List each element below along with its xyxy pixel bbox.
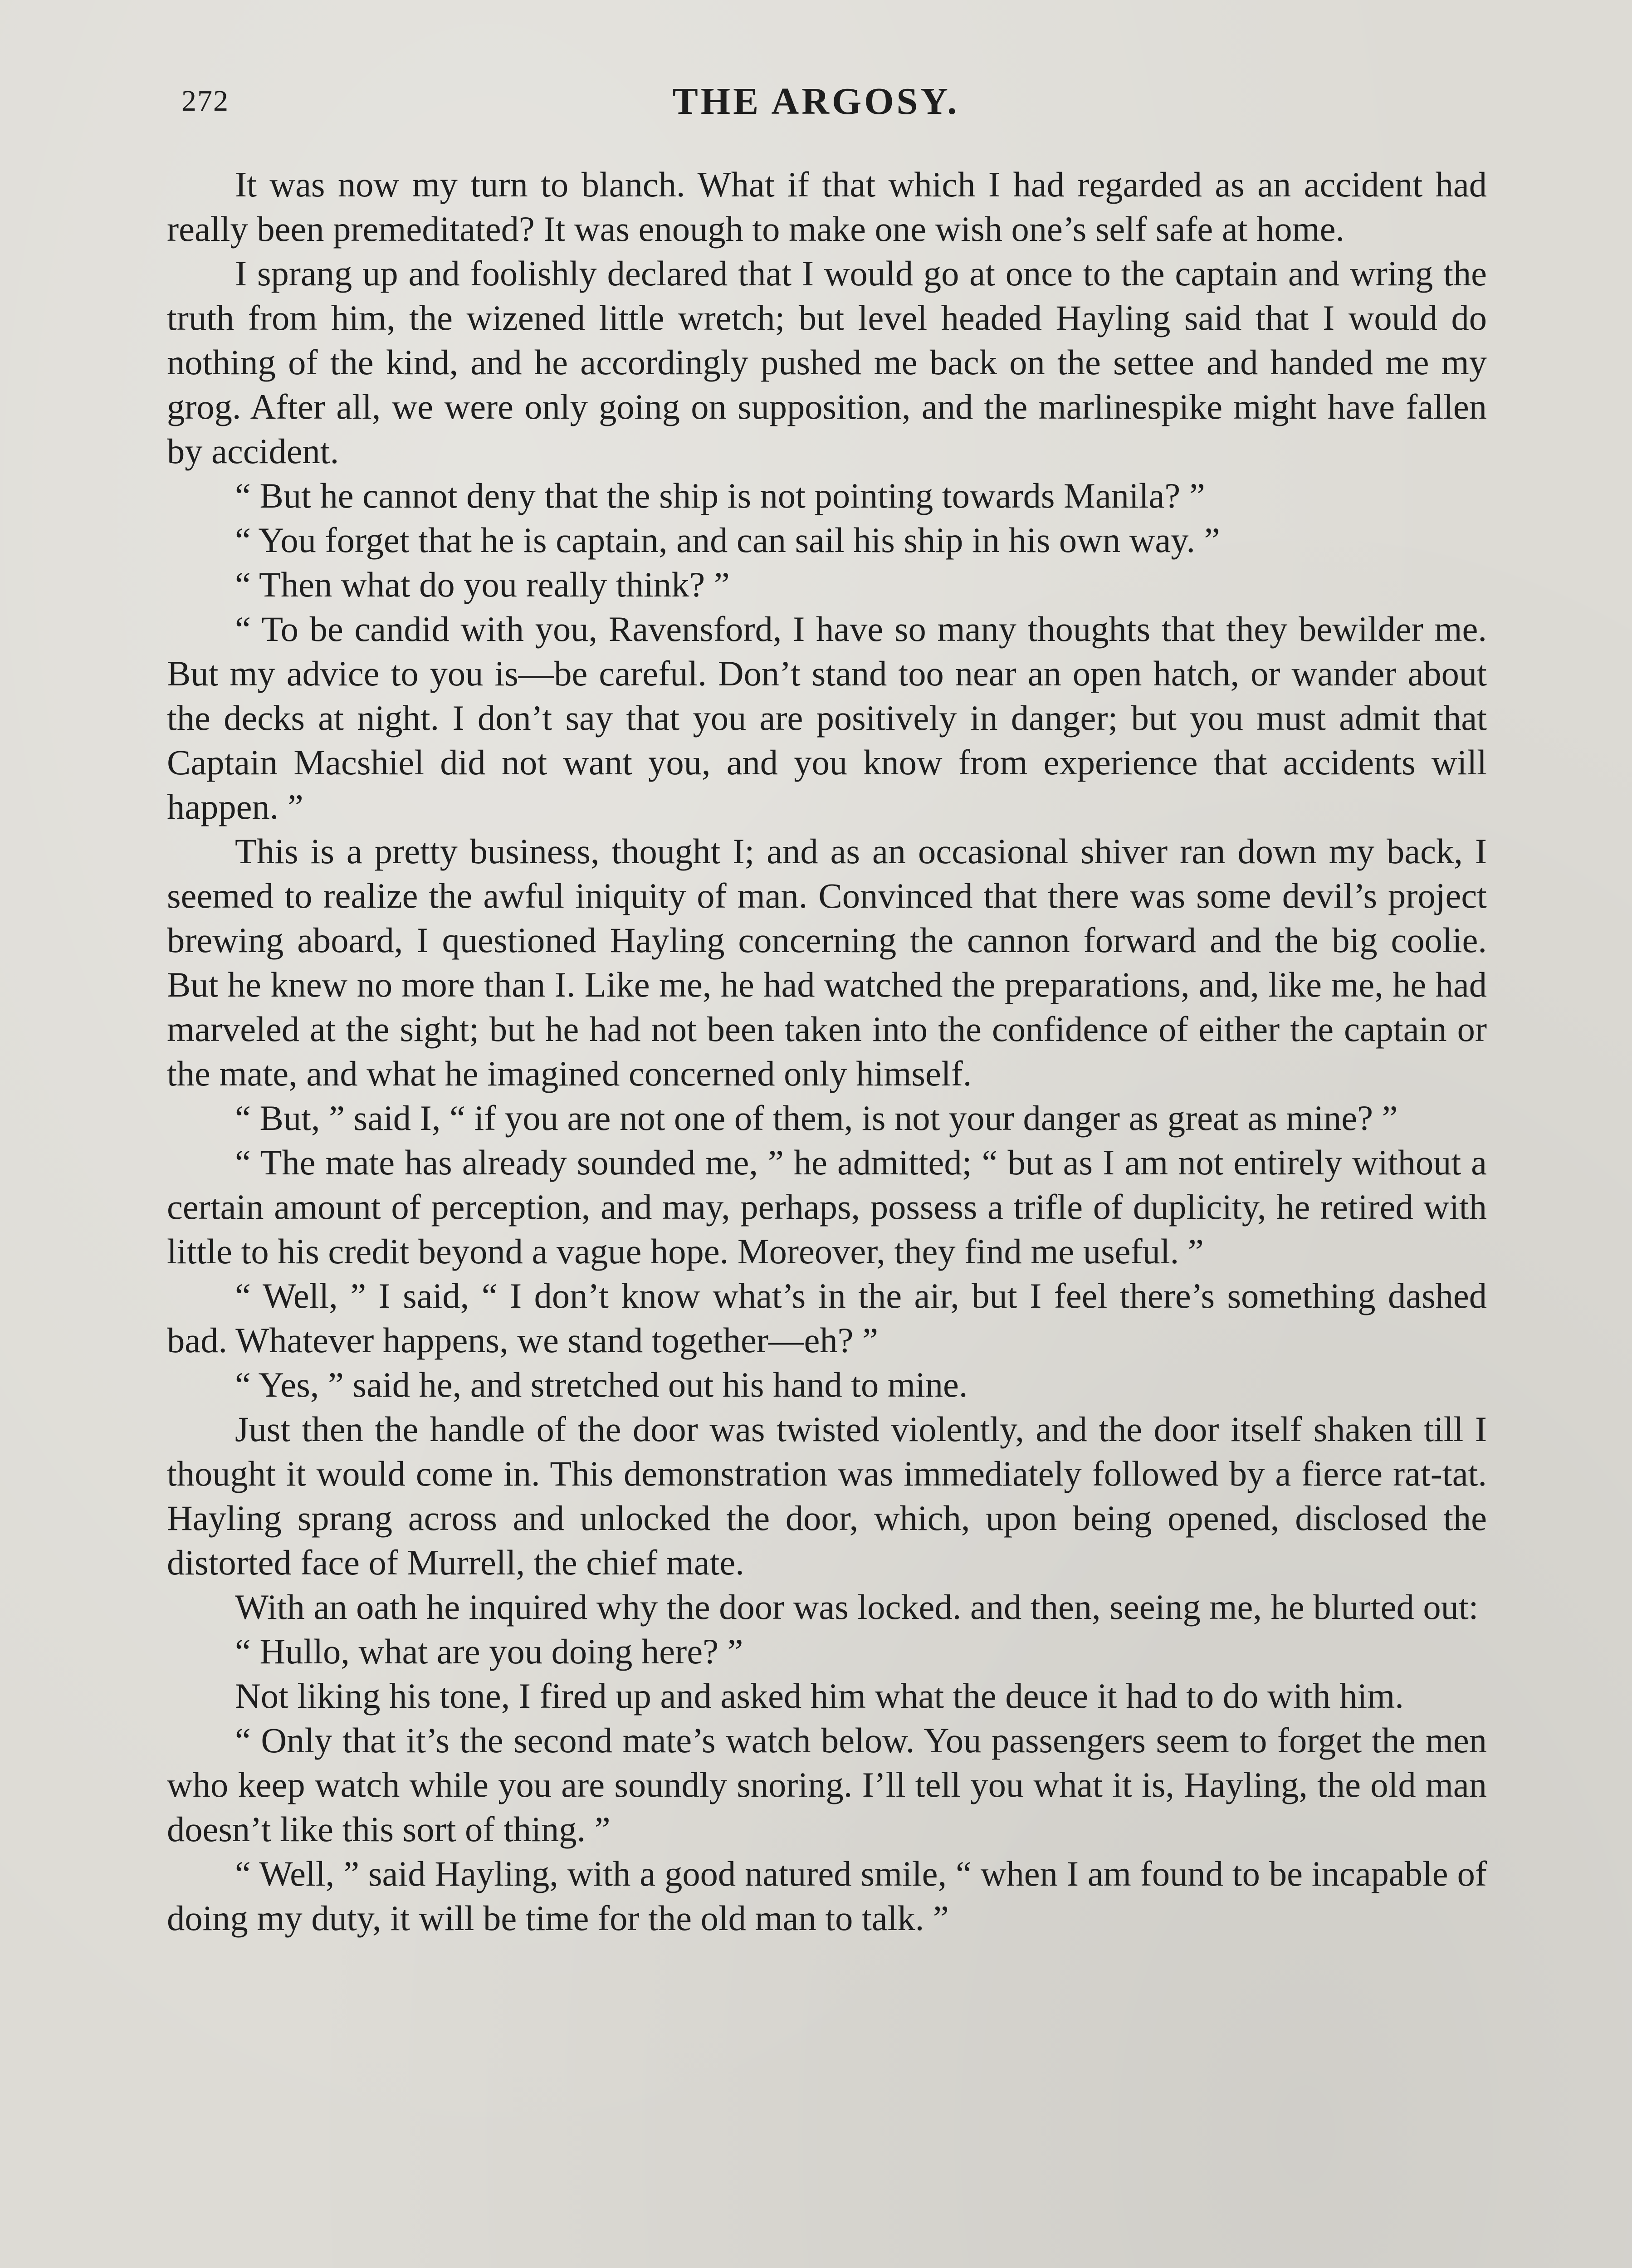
page-header bbox=[0, 79, 1632, 129]
body-text bbox=[167, 162, 1487, 1941]
paragraph: Just then the handle of the door was twisted violently, and the door itself shaken till I thought it would come in. This demonstration was immediately followed by a fierce rat-tat. Hayling sprang across and unlocked the door, which, upon being opened, disclosed the distorted face of Murrell, the chief mate. bbox=[167, 1409, 1487, 1582]
paragraph: “ But he cannot deny that the ship is not pointing towards Manila? ” bbox=[235, 476, 1205, 515]
paragraph: “ Yes, ” said he, and stretched out his hand to mine. bbox=[235, 1365, 968, 1404]
paragraph: “ Hullo, what are you doing here? ” bbox=[235, 1632, 743, 1671]
paragraph: With an oath he inquired why the door was locked. and then, seeing me, he blurted out: bbox=[235, 1587, 1479, 1627]
paragraph: “ But, ” said I, “ if you are not one of them, is not your danger as great as mine? ” bbox=[235, 1098, 1398, 1138]
paragraph: “ To be candid with you, Ravensford, I have so many thoughts that they bewilder me. But my advice to you is—be careful. Don’t stand too near an open hatch, or wander about the decks at night. I don’t say that you are positively in danger; but you must admit that Captain Macshiel did not want you, and you know from experience that accidents will happen. ” bbox=[167, 609, 1487, 826]
paragraph: “ Well, ” said Hayling, with a good natured smile, “ when I am found to be incapable of doing my duty, it will be time for the old man to talk. ” bbox=[167, 1854, 1487, 1938]
paragraph: “ Then what do you really think? ” bbox=[235, 565, 730, 604]
paragraph: This is a pretty business, thought I; and as an occasional shiver ran down my back, I seemed to realize the awful iniquity of man. Convinced that there was some devil’s project brewing aboard, I questioned Hayling concerning the cannon forward and the big coolie. But he knew no more than I. Like me, he had watched the preparations, and, like me, he had marveled at the sight; but he had not been taken into the confidence of either the captain or the mate, and what he imagined concerned only himself. bbox=[167, 831, 1487, 1093]
paragraph: “ The mate has already sounded me, ” he admitted; “ but as I am not entirely without a certain amount of perception, and may, perhaps, possess a trifle of duplicity, he retired with little to his credit beyond a vague hope. Moreover, they find me useful. ” bbox=[167, 1143, 1487, 1271]
paragraph: “ Well, ” I said, “ I don’t know what’s in the air, but I feel there’s something dashed bad. Whatever happens, we stand together—eh? ” bbox=[167, 1276, 1487, 1360]
paragraph: “ Only that it’s the second mate’s watch below. You passengers seem to forget the men who keep watch while you are soundly snoring. I’ll tell you what it is, Hayling, the old man doesn’t like this sort of thing. ” bbox=[167, 1721, 1487, 1849]
paragraph: “ You forget that he is captain, and can sail his ship in his own way. ” bbox=[235, 520, 1220, 560]
running-title: THE ARGOSY. bbox=[672, 80, 960, 122]
paragraph: Not liking his tone, I fired up and asked him what the deuce it had to do with him. bbox=[235, 1676, 1404, 1716]
paragraph: It was now my turn to blanch. What if that which I had regarded as an accident had really been premeditated? It was enough to make one wish one’s self safe at home. bbox=[167, 165, 1487, 249]
paragraph: I sprang up and foolishly declared that I would go at once to the captain and wring the truth from him, the wizened little wretch; but level headed Hayling said that I would do nothing of the kind, and he accordingly pushed me back on the settee and handed me my grog. After all, we were only going on supposition, and the marlinespike might have fallen by accident. bbox=[167, 254, 1487, 471]
page-number: 272 bbox=[181, 84, 229, 117]
